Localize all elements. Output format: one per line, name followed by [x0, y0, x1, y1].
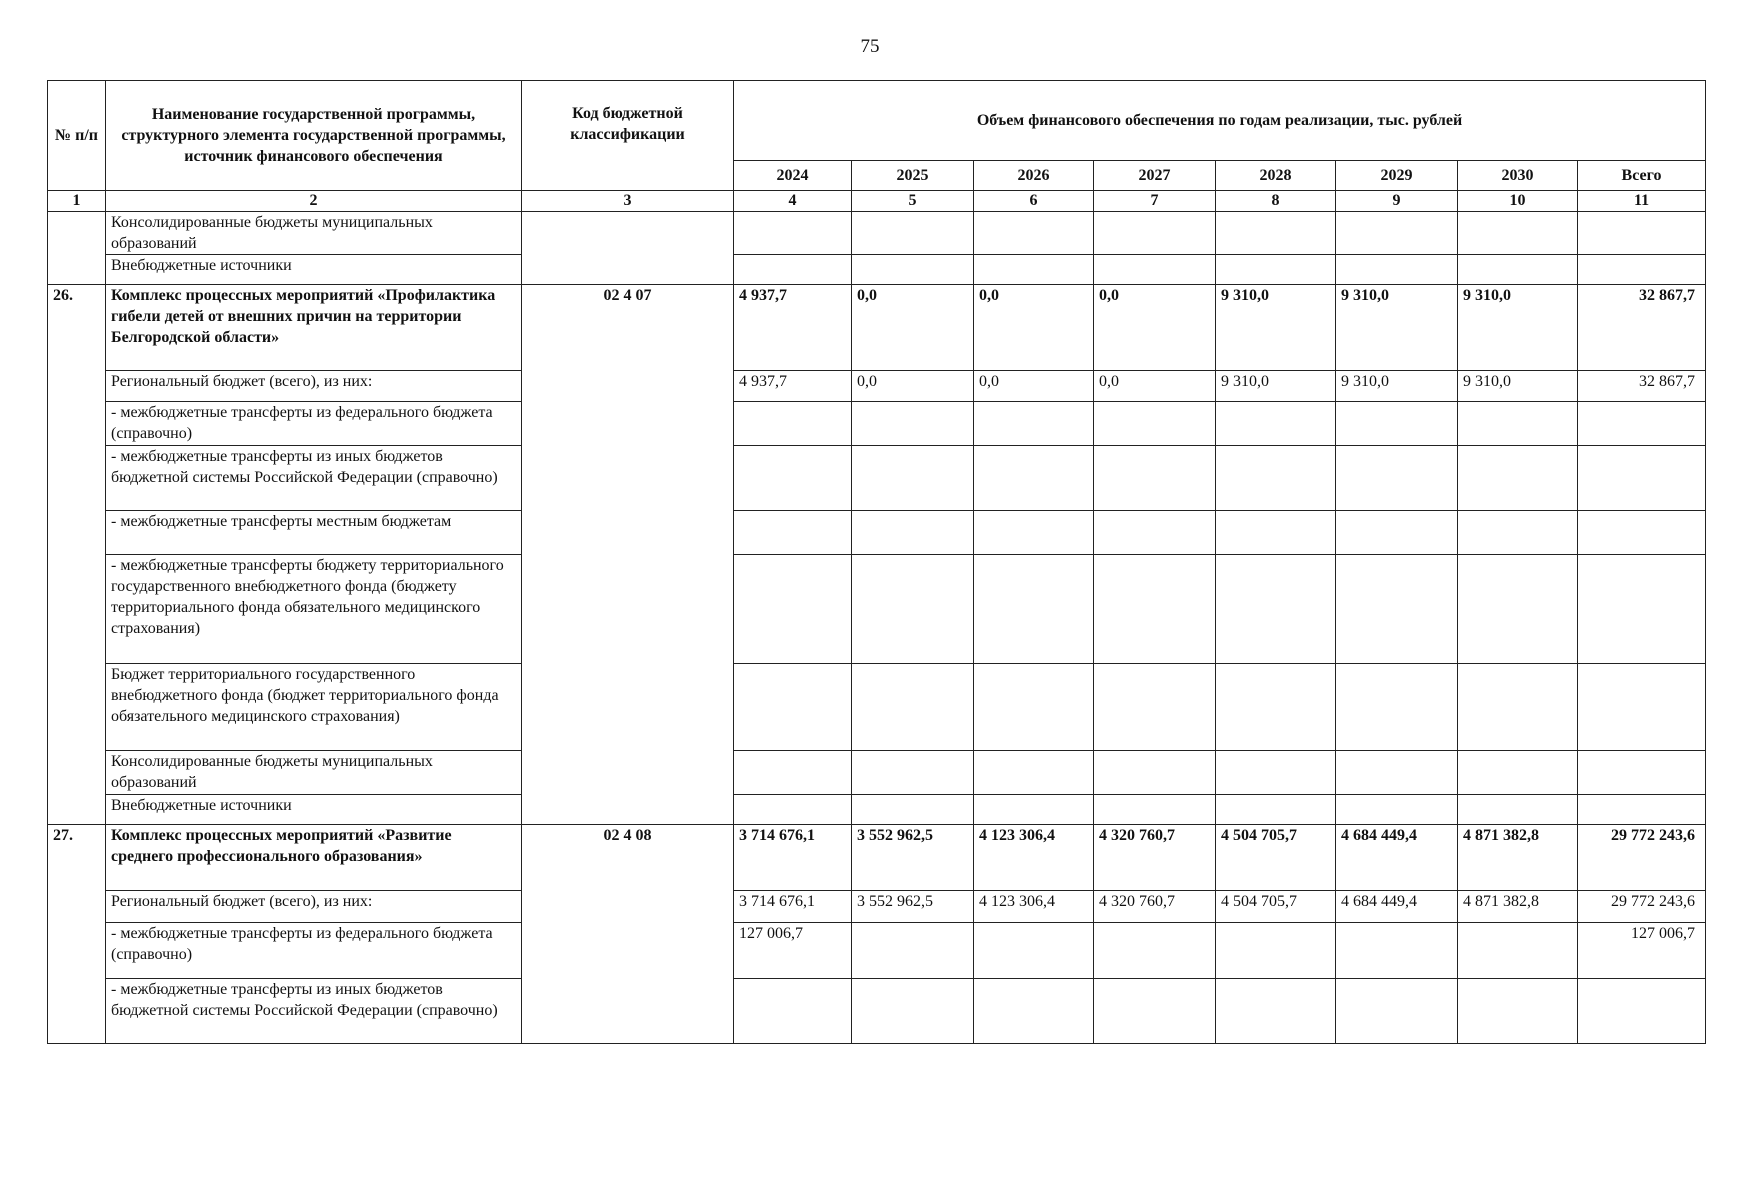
value-year: 4 871 382,8 — [1458, 891, 1578, 923]
budget-table — [47, 80, 1706, 1044]
header-year: 2024 — [734, 161, 852, 191]
value-year — [1458, 979, 1578, 1044]
value-year — [1336, 446, 1458, 511]
value-year: 3 552 962,5 — [852, 891, 974, 923]
header-volume: Объем финансового обеспечения по годам реализации, тыс. рублей — [734, 81, 1706, 161]
value-year — [734, 979, 852, 1044]
table-row — [48, 795, 1706, 825]
value-total: 32 867,7 — [1578, 371, 1706, 402]
row-name: Комплекс процессных мероприятий «Развитие среднего профессионального образования» — [106, 825, 522, 891]
table-row — [48, 371, 1706, 402]
value-year — [734, 446, 852, 511]
value-year — [852, 795, 974, 825]
value-year: 4 937,7 — [734, 371, 852, 402]
budget-code — [522, 212, 734, 285]
value-year — [974, 255, 1094, 285]
value-year — [852, 751, 974, 795]
value-year: 4 504 705,7 — [1216, 825, 1336, 891]
table-row — [48, 285, 1706, 371]
value-year — [1094, 923, 1216, 979]
column-number: 10 — [1458, 191, 1578, 212]
value-year — [1094, 664, 1216, 751]
value-total — [1578, 751, 1706, 795]
row-name: Региональный бюджет (всего), из них: — [106, 371, 522, 402]
column-numbers-row — [48, 191, 1706, 212]
value-year — [734, 255, 852, 285]
budget-code: 02 4 08 — [522, 825, 734, 1044]
value-year — [1216, 751, 1336, 795]
value-year — [852, 511, 974, 555]
row-name: Комплекс процессных мероприятий «Профилактика гибели детей от внешних причин на территории Белгородской области» — [106, 285, 522, 371]
header-year: 2028 — [1216, 161, 1336, 191]
value-year — [1094, 511, 1216, 555]
row-number: 26. — [48, 285, 106, 825]
value-total — [1578, 795, 1706, 825]
column-number: 3 — [522, 191, 734, 212]
value-year: 9 310,0 — [1336, 285, 1458, 371]
value-total — [1578, 979, 1706, 1044]
value-year — [1216, 664, 1336, 751]
value-year — [1458, 751, 1578, 795]
value-year — [734, 212, 852, 255]
value-year — [1216, 795, 1336, 825]
value-year — [1216, 212, 1336, 255]
value-total — [1578, 212, 1706, 255]
value-year — [734, 402, 852, 446]
value-year: 0,0 — [974, 371, 1094, 402]
value-year — [1094, 402, 1216, 446]
value-year: 9 310,0 — [1216, 371, 1336, 402]
header-year: 2025 — [852, 161, 974, 191]
value-year — [1094, 979, 1216, 1044]
value-year — [1458, 212, 1578, 255]
value-year: 0,0 — [852, 371, 974, 402]
row-name: Региональный бюджет (всего), из них: — [106, 891, 522, 923]
table-row — [48, 979, 1706, 1044]
value-year — [852, 923, 974, 979]
column-number: 8 — [1216, 191, 1336, 212]
row-name: Внебюджетные источники — [106, 795, 522, 825]
value-year: 9 310,0 — [1458, 371, 1578, 402]
value-year — [1216, 555, 1336, 664]
value-year — [974, 402, 1094, 446]
value-year — [1216, 402, 1336, 446]
value-year — [852, 255, 974, 285]
row-name: Консолидированные бюджеты муниципальных образований — [106, 212, 522, 255]
value-year: 127 006,7 — [734, 923, 852, 979]
row-name: Внебюджетные источники — [106, 255, 522, 285]
column-number: 1 — [48, 191, 106, 212]
row-name: - межбюджетные трансферты из федерального бюджета (справочно) — [106, 923, 522, 979]
table-row — [48, 446, 1706, 511]
value-year — [852, 402, 974, 446]
table-row — [48, 555, 1706, 664]
column-number: 6 — [974, 191, 1094, 212]
value-year — [1094, 751, 1216, 795]
table-row — [48, 255, 1706, 285]
column-number: 9 — [1336, 191, 1458, 212]
value-total — [1578, 255, 1706, 285]
value-year — [1216, 255, 1336, 285]
value-year — [974, 446, 1094, 511]
value-total — [1578, 402, 1706, 446]
value-year: 0,0 — [852, 285, 974, 371]
value-year: 4 123 306,4 — [974, 825, 1094, 891]
value-total — [1578, 511, 1706, 555]
column-number: 7 — [1094, 191, 1216, 212]
value-year — [1336, 795, 1458, 825]
value-year: 4 684 449,4 — [1336, 891, 1458, 923]
value-total: 29 772 243,6 — [1578, 891, 1706, 923]
row-name: Бюджет территориального государственного внебюджетного фонда (бюджет территориального фонда обязательного медицинского страхования) — [106, 664, 522, 751]
value-year — [1336, 402, 1458, 446]
header-year: 2029 — [1336, 161, 1458, 191]
value-year — [974, 555, 1094, 664]
value-year — [974, 511, 1094, 555]
value-total — [1578, 446, 1706, 511]
value-year: 4 320 760,7 — [1094, 891, 1216, 923]
value-year — [1094, 255, 1216, 285]
value-year: 3 552 962,5 — [852, 825, 974, 891]
value-year: 0,0 — [1094, 285, 1216, 371]
row-name: Консолидированные бюджеты муниципальных образований — [106, 751, 522, 795]
value-year — [1336, 751, 1458, 795]
value-year — [1094, 212, 1216, 255]
value-year: 4 937,7 — [734, 285, 852, 371]
value-year: 4 871 382,8 — [1458, 825, 1578, 891]
row-name: - межбюджетные трансферты из иных бюджетов бюджетной системы Российской Федерации (справочно) — [106, 446, 522, 511]
row-number — [48, 212, 106, 285]
row-number: 27. — [48, 825, 106, 1044]
column-number: 2 — [106, 191, 522, 212]
value-year: 9 310,0 — [1458, 285, 1578, 371]
row-name: - межбюджетные трансферты бюджету территориального государственного внебюджетного фонда (бюджету территориального фонда обязательного медицинского страхования) — [106, 555, 522, 664]
page-number: 75 — [860, 36, 880, 57]
value-year — [1094, 555, 1216, 664]
value-year — [1216, 979, 1336, 1044]
header-year: 2026 — [974, 161, 1094, 191]
value-year: 9 310,0 — [1216, 285, 1336, 371]
value-year — [1458, 664, 1578, 751]
value-year: 3 714 676,1 — [734, 891, 852, 923]
header-no: № п/п — [48, 81, 106, 191]
header-year: 2030 — [1458, 161, 1578, 191]
value-year — [974, 923, 1094, 979]
table-row — [48, 825, 1706, 891]
value-total — [1578, 555, 1706, 664]
value-year — [852, 212, 974, 255]
value-year: 3 714 676,1 — [734, 825, 852, 891]
header-total: Всего — [1578, 161, 1706, 191]
row-name: - межбюджетные трансферты из федерального бюджета (справочно) — [106, 402, 522, 446]
column-number: 5 — [852, 191, 974, 212]
value-year — [734, 555, 852, 664]
column-number: 11 — [1578, 191, 1706, 212]
value-year — [974, 979, 1094, 1044]
value-year — [1458, 511, 1578, 555]
value-year: 0,0 — [1094, 371, 1216, 402]
value-year — [1458, 923, 1578, 979]
value-year — [1336, 555, 1458, 664]
value-year — [1216, 446, 1336, 511]
value-year — [1458, 402, 1578, 446]
value-total: 29 772 243,6 — [1578, 825, 1706, 891]
value-year — [1458, 446, 1578, 511]
value-year — [852, 979, 974, 1044]
value-year — [1336, 255, 1458, 285]
budget-code: 02 4 07 — [522, 285, 734, 825]
value-year — [852, 664, 974, 751]
header-code: Код бюджетной классификации — [522, 81, 734, 191]
value-year — [1216, 511, 1336, 555]
table-row — [48, 664, 1706, 751]
value-year — [1458, 795, 1578, 825]
value-year — [734, 795, 852, 825]
table-row — [48, 751, 1706, 795]
value-year — [734, 751, 852, 795]
value-year: 9 310,0 — [1336, 371, 1458, 402]
table-row — [48, 511, 1706, 555]
value-year — [974, 795, 1094, 825]
row-name: - межбюджетные трансферты из иных бюджетов бюджетной системы Российской Федерации (справочно) — [106, 979, 522, 1044]
value-year — [1336, 212, 1458, 255]
table-row — [48, 891, 1706, 923]
value-year — [974, 212, 1094, 255]
header-name: Наименование государственной программы, структурного элемента государственной программы, источник финансового обеспечения — [106, 81, 522, 191]
value-total: 127 006,7 — [1578, 923, 1706, 979]
value-year — [1336, 511, 1458, 555]
value-year — [734, 511, 852, 555]
table-row — [48, 212, 1706, 255]
value-year — [1216, 923, 1336, 979]
value-year — [1094, 446, 1216, 511]
value-year — [1094, 795, 1216, 825]
value-year — [1336, 979, 1458, 1044]
value-total — [1578, 664, 1706, 751]
value-year — [852, 446, 974, 511]
column-number: 4 — [734, 191, 852, 212]
value-year: 0,0 — [974, 285, 1094, 371]
table-row — [48, 923, 1706, 979]
value-year — [974, 664, 1094, 751]
value-year: 4 684 449,4 — [1336, 825, 1458, 891]
header-year: 2027 — [1094, 161, 1216, 191]
value-year: 4 320 760,7 — [1094, 825, 1216, 891]
value-year — [1458, 255, 1578, 285]
value-year — [974, 751, 1094, 795]
table-row — [48, 402, 1706, 446]
value-total: 32 867,7 — [1578, 285, 1706, 371]
value-year — [734, 664, 852, 751]
value-year — [1336, 923, 1458, 979]
value-year — [1458, 555, 1578, 664]
value-year — [1336, 664, 1458, 751]
value-year — [852, 555, 974, 664]
row-name: - межбюджетные трансферты местным бюджетам — [106, 511, 522, 555]
value-year: 4 504 705,7 — [1216, 891, 1336, 923]
value-year: 4 123 306,4 — [974, 891, 1094, 923]
